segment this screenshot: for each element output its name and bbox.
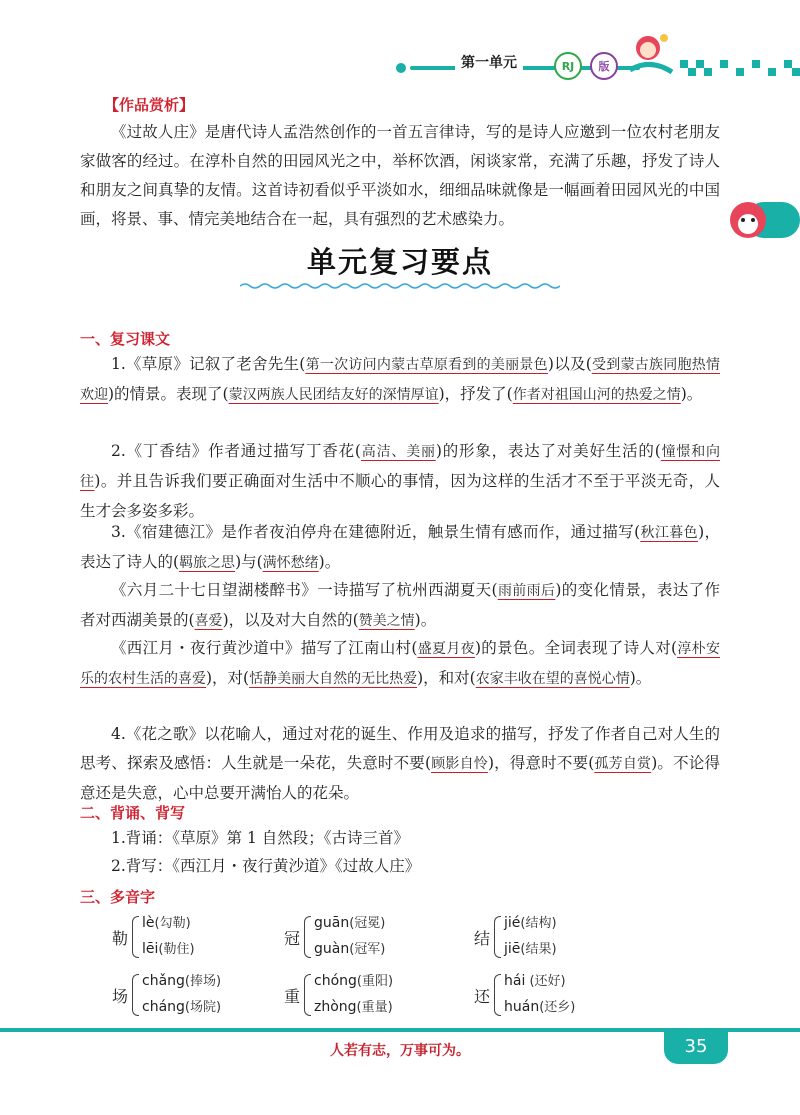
example: (结构): [520, 916, 557, 931]
answer: 羁旅之思: [179, 555, 236, 571]
cartoon-girl-icon: [620, 30, 680, 80]
pinyin: lēi: [142, 941, 159, 957]
pinyin: jiē: [504, 941, 521, 957]
brace: [304, 974, 311, 1016]
text: )。不论得意还是失意，心中总要开满怡人的花朵。: [80, 754, 720, 802]
brace: [132, 974, 139, 1016]
recite-line-2: 2.背写：《西江月・夜行黄沙道》《过故人庄》: [111, 857, 421, 875]
review-paragraph-3: [80, 518, 720, 578]
pinyin: lè: [142, 915, 155, 931]
example: (还好): [525, 974, 566, 989]
polyphone-char: 冠: [284, 929, 301, 948]
answer: 农家丰收在望的喜悦心情: [475, 671, 630, 687]
text: )，以及对大自然的(: [222, 611, 359, 629]
answer: 满怀愁绪: [262, 555, 319, 571]
review-paragraph-5: [80, 634, 720, 694]
example: (勒住): [158, 942, 195, 957]
review-paragraph-6: [80, 720, 720, 808]
example: (捧场): [184, 974, 222, 989]
example: (冠冕): [349, 916, 386, 931]
text: )。并且告诉我们要正确面对生活中不顺心的事情，因为这样的生活才不至于平淡无奇，人生才会多姿多彩。: [80, 472, 720, 520]
text: )的景色。全词表现了诗人对(: [474, 639, 678, 657]
text: )，对(: [206, 669, 250, 687]
answer: 顾影自怜: [431, 756, 488, 772]
brace: [494, 916, 501, 958]
pinyin: jié: [504, 915, 521, 931]
pinyin: huán: [504, 999, 540, 1015]
review-paragraph-1: [80, 350, 720, 410]
answer: 雨前雨后: [497, 583, 556, 599]
answer: 喜爱: [194, 613, 223, 629]
polyphone-char: 勒: [112, 929, 129, 948]
pinyin: hái: [504, 973, 526, 989]
example: (重阳): [356, 974, 394, 989]
fox-mascot-icon: [726, 198, 800, 242]
header-dot: [396, 63, 406, 73]
title-wave-divider: [240, 282, 560, 290]
text: 《六月二十七日望湖楼醉书》一诗描写了杭州西湖夏天(: [111, 581, 498, 599]
answer: 孤芳自赏: [594, 756, 652, 772]
appreciation-title: 【作品赏析】: [104, 96, 195, 114]
polyphone-char: 结: [474, 929, 491, 948]
example: (勾勒): [154, 916, 191, 931]
pinyin: chóng: [314, 973, 357, 989]
example: (还乡): [539, 1000, 576, 1015]
text: )。: [680, 385, 703, 403]
answer: 赞美之情: [358, 613, 415, 629]
text: )以及(: [547, 355, 592, 373]
text: 1.《草原》记叙了老舍先生(: [111, 355, 306, 373]
answer: 作者对祖国山河的热爱之情: [512, 387, 681, 403]
section-heading-review: 一、复习课文: [80, 330, 171, 348]
text: )的变化情景，表达了作者对西湖美景的(: [80, 581, 720, 629]
pinyin: zhòng: [314, 999, 357, 1015]
answer: 盛夏月夜: [417, 641, 475, 657]
example: (场院): [184, 1000, 222, 1015]
text: )，表达了诗人的(: [80, 523, 720, 571]
unit-label: 第一单元: [455, 52, 523, 72]
text: )的情景。表现了(: [108, 385, 229, 403]
pinyin: cháng: [142, 999, 185, 1015]
text: )，抒发了(: [438, 385, 513, 403]
pinyin: chǎng: [142, 973, 185, 989]
text: )，得意时不要(: [487, 754, 595, 772]
text: 《西江月・夜行黄沙道中》描写了江南山村(: [111, 639, 418, 657]
text: )。: [318, 553, 341, 571]
text: )，和对(: [417, 669, 476, 687]
polyphone-char: 重: [284, 987, 301, 1006]
pinyin: guān: [314, 915, 350, 931]
answer: 受到蒙古族同胞热情欢迎: [80, 357, 721, 403]
answer: 高洁、美丽: [360, 444, 436, 460]
appreciation-text: 《过故人庄》是唐代诗人孟浩然创作的一首五言律诗，写的是诗人应邀到一位农村老朋友家做客的经过。在淳朴自然的田园风光之中，举杯饮酒，闲谈家常，充满了乐趣，抒发了诗人和朋友之间真挚的友情。这首诗初看似乎平淡如水，细细品味就像是一幅画着田园风光的中国画，将景、事、情完美地结合在一起，具有强烈的艺术感染力。: [80, 123, 720, 228]
text: )的形象，表达了对美好生活的(: [435, 442, 661, 460]
polyphone-char: 还: [474, 987, 491, 1006]
review-paragraph-4: [80, 576, 720, 636]
text: 4.《花之歌》以花喻人，通过对花的诞生、作用及追求的描写，抒发了作者自己对人生的思考、探索及感悟：人生就是一朵花，失意时不要(: [80, 725, 720, 772]
example: (结果): [520, 942, 557, 957]
text: )。: [629, 669, 652, 687]
section-heading-polyphone: 三、多音字: [80, 888, 156, 906]
answer: 蒙汉两族人民团结友好的深情厚谊: [228, 387, 439, 403]
polyphone-char: 场: [112, 987, 129, 1006]
section-heading-recite: 二、背诵、背写: [80, 804, 186, 822]
brace: [304, 916, 311, 958]
rj-badge: RJ: [554, 52, 582, 80]
brace: [494, 974, 501, 1016]
recite-line-1: 1.背诵：《草原》第 1 自然段；《古诗三首》: [111, 829, 410, 847]
brace: [132, 916, 139, 958]
edition-badge: 版: [590, 52, 618, 80]
page-title: 单元复习要点: [306, 245, 493, 279]
review-paragraph-2: [80, 437, 720, 526]
example: (重量): [356, 1000, 393, 1015]
footer-motto: 人若有志，万事可为。: [330, 1043, 470, 1059]
page-number: 35: [664, 1028, 728, 1064]
text: )。: [414, 611, 437, 629]
checker-pattern: [680, 60, 800, 78]
answer: 憧憬和向往: [80, 444, 721, 490]
pinyin: guàn: [314, 941, 350, 957]
text: 2.《丁香结》作者通过描写丁香花(: [111, 442, 361, 460]
answer: 第一次访问内蒙古草原看到的美丽景色: [305, 357, 548, 373]
text: )与(: [235, 553, 263, 571]
answer: 恬静美丽大自然的无比热爱: [249, 671, 418, 687]
answer: 秋江暮色: [640, 525, 699, 541]
answer: 淳朴安乐的农村生活的喜爱: [80, 641, 720, 687]
example: (冠军): [349, 942, 386, 957]
text: 3.《宿建德江》是作者夜泊停舟在建德附近，触景生情有感而作，通过描写(: [111, 523, 641, 541]
